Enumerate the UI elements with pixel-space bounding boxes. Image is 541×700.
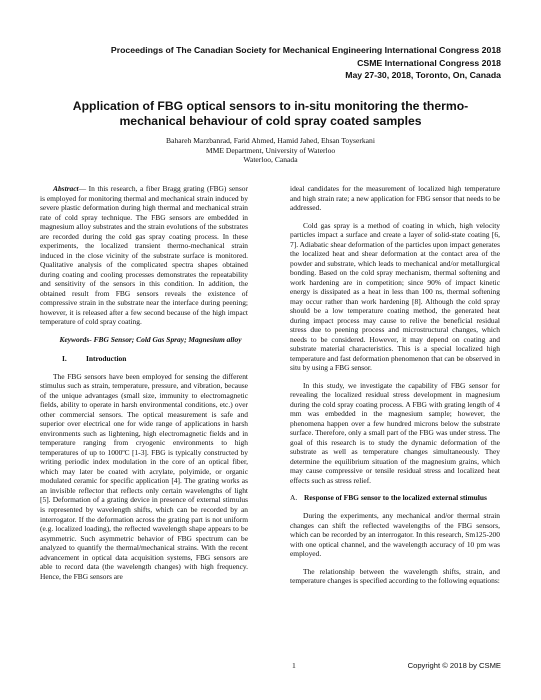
intro-paragraph-2: Cold gas spray is a method of coating in which, high velocity particles impact a surface and create a layer of solid-state coating [6, 7]. Adiabatic shear deformation of the particles upon impact generates the localized heat and shear deformation at the contact area of the powder and substrate, which leads to mechanical and/or metallurgical bonding. Based on the cold spray mechanism, thermal softening and work hardening are in competition; since 90% of impact kinetic energy is dissipated as a heat in less than 100 ns, thermal softening may occur rather than work hardening [8]. Although the cold spray should be a low temperature coating method, the generated heat during impact process may cause to relive the beneficial residual stress due to peening process and microstructural changes, which needs to be considered. However, it may depend on coating and substrate material characteristics. This is a special localized high temperature and fast deformation phenomenon that can be observed in situ by using a FBG sensor. (290, 220, 500, 373)
author-block (40, 136, 501, 165)
intro-paragraph-1: The FBG sensors have been employed for sensing the different stimulus such as strain, temperature, pressure, and vibration, because of the unique advantages (small size, immunity to electromagnetic fields, ability to operate in harsh environmental conditions, etc.) over other commercial sensors. The optical measurement is safe and superior over electrical one for wide range of applications in harsh environments such as lightening, high electromagnetic fields and in temperature ranging from cryogenic environments to high temperatures of up to 1000ºC [1-3]. FBG is typically constructed by writing periodic index modulation in the core of an optical fiber, which may later be coated with acrylate, polyimide, or organic modulated ceramic for specific application [4]. The grating works as an invisible reflector that reflects only certain wavelengths of light [5]. Deformation of a grating device in presence of external stimulus is represented by wavelength shifts, which can be recorded by an interrogator. If the deformation across the grating part is not uniform (e.g. localized loading), the reflected wavelength shape appears to be asymmetric. Such asymmetric behavior of FBG spectrum can be analyzed to quantify the thermal/mechanical strains. With the recent advancement in optical data acquisition systems, FBG sensors are able to record data (the wavelength changes) with high frequency. Hence, the FBG sensors are (40, 371, 248, 581)
subsection-a-paragraph-2: The relationship between the wavelength shifts, strain, and temperature changes is specified according to the following equations: (290, 566, 500, 586)
copyright-notice: Copyright © 2018 by CSME (407, 661, 501, 670)
paper-title: Application of FBG optical sensors to in-situ monitoring the thermo-mechanical behaviour of cold spray coated samples (72, 99, 469, 128)
congress-date-location: May 27-30, 2018, Toronto, On, Canada (345, 70, 501, 81)
keywords: Keywords- FBG Sensor; Cold Gas Spray; Magnesium alloy (59, 334, 242, 344)
subsection-heading-a (290, 493, 500, 503)
subsection-number: A. (290, 493, 298, 503)
page-number: 1 (292, 661, 296, 670)
author-city: Waterloo, Canada (243, 155, 298, 165)
abstract-text: In this research, a fiber Bragg grating (FBG) sensor is employed for monitoring thermal and mechanical strain induced by severe plastic deformation during high thermal and mechanical strain rate of cold spray technique. The FBG sensors are embedded in magnesium alloy substrates and the strain evolutions of the substrates are recorded during the cold gas spray coating process. In these experiments, the localized transient thermo-mechanical strain induced in the close vicinity of the substrate surface is monitored. Qualitative analysis of the complicated spectra shapes obtained during coating and cooling processes demonstrates the repeatability and sensitivity of the sensors in this condition. In addition, the obtained result from FBG sensors reveals the existence of compressive strain in the substrate near the interface during peening; however, it is released after a few second because of the high impact temperature of cold spray coating. (40, 184, 248, 327)
proceedings-header (81, 44, 501, 82)
section-title: Introduction (86, 354, 127, 364)
intro-paragraph-1-continued: ideal candidates for the measurement of localized high temperature and high strain rate; a new application for FBG sensor that needs to be addressed. (290, 184, 500, 213)
proceedings-title: Proceedings of The Canadian Society for Mechanical Engineering International Congress 2018 (110, 45, 501, 55)
author-names: Bahareh Marzbanrad, Farid Ahmed, Hamid Jahed, Ehsan Toyserkani (166, 136, 375, 145)
congress-name: CSME International Congress 2018 (357, 57, 501, 68)
author-department: MME Department, University of Waterloo (205, 145, 336, 155)
intro-paragraph-3: In this study, we investigate the capability of FBG sensor for revealing the localized residual stress development in magnesium during the cold spray coating process. A FBG with grating length of 4 mm was embedded in the magnesium sample; however, the phenomena happen over a few hundred microns below the substrate surface. Therefore, only a small part of the FBG was under stress. The goal of this research is to study the dynamic deformation of the substrate as well as temperature changes simultaneously. They determine the equilibrium situation of the magnesium grains, which may cause compressive or tensile residual stress and localized heat effects such as stress relief. (290, 380, 500, 485)
abstract-dash: — (78, 184, 89, 193)
section-number: I. (62, 354, 67, 364)
section-heading-introduction (62, 354, 248, 364)
subsection-a-paragraph-1: During the experiments, any mechanical and/or thermal strain changes can shift the reflected wavelengths of the FBG sensors, which can be recorded by an interrogator. In this research, Sm125-200 with one optical channel, and the wavelength accuracy of 10 pm was employed. (290, 510, 500, 559)
abstract-paragraph (40, 184, 248, 327)
abstract-label: Abstract (53, 184, 79, 193)
right-column (290, 184, 500, 594)
subsection-title: Response of FBG sensor to the localized external stimulus (304, 493, 487, 503)
left-column (40, 184, 248, 589)
